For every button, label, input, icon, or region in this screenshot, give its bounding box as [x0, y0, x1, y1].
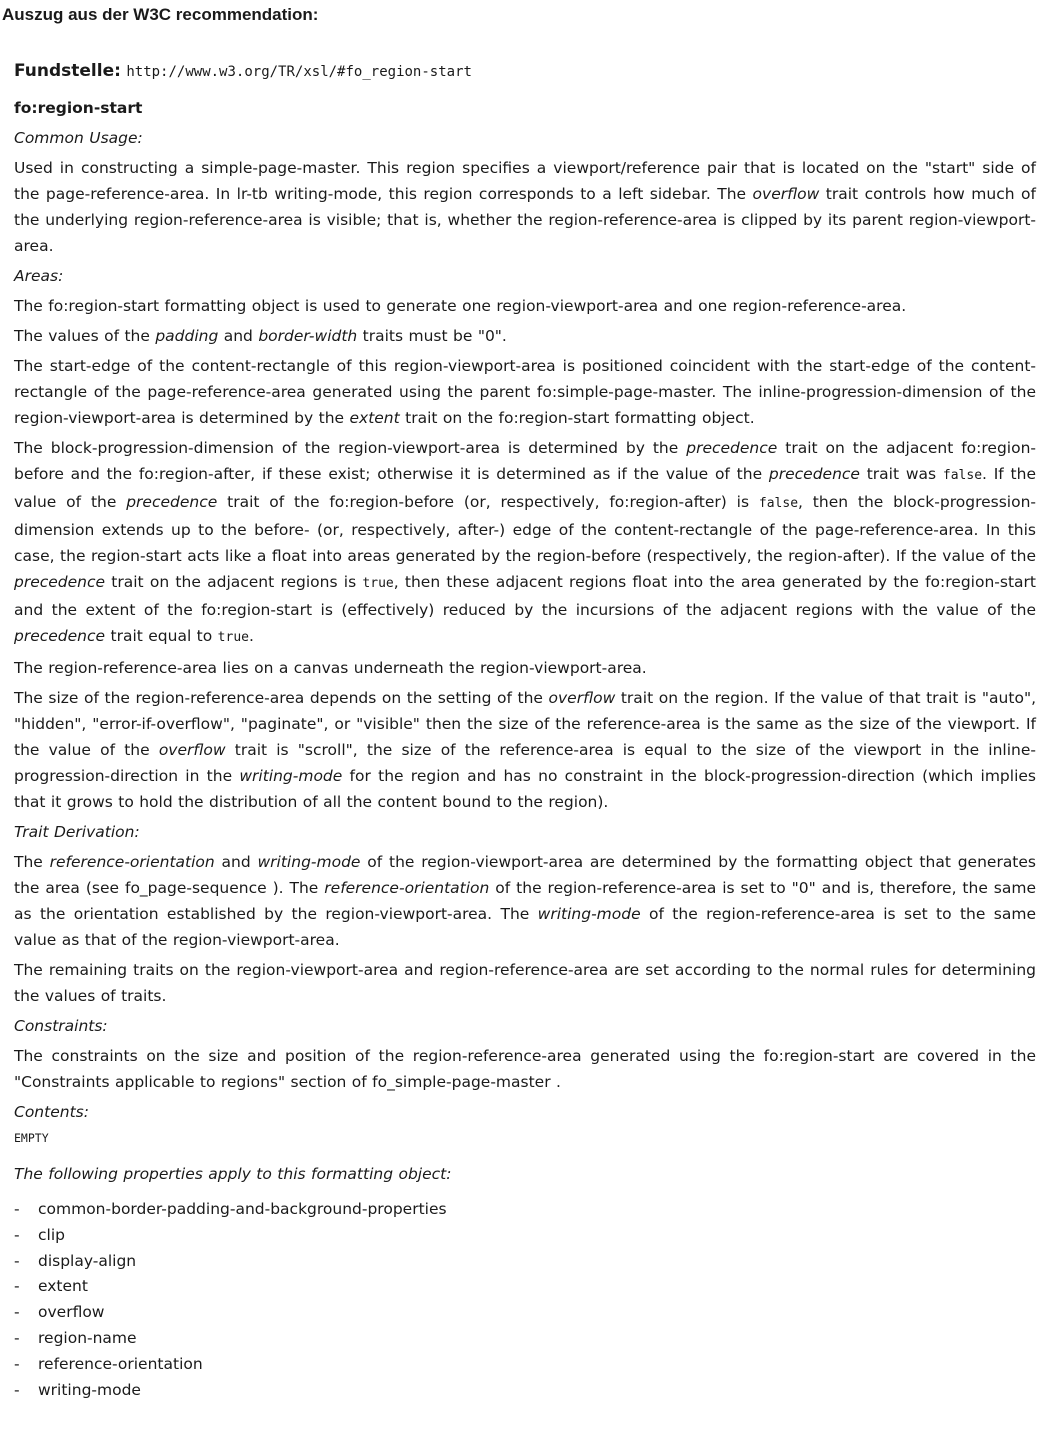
text-run: trait of the fo:region-before (or, respectively, fo:region-after) is [217, 493, 759, 511]
list-item: - writing-mode [14, 1378, 1036, 1404]
areas-paragraph-6 [14, 685, 1036, 815]
text-run: of the region-reference-area is set to "0" and is, therefore, the same as the orientation established by the region-viewport-area. The [14, 879, 1037, 923]
spec-excerpt [14, 58, 1036, 1403]
text-run: trait is "scroll", the size of the reference-area is equal to the size of the viewport in the inline-progression-direction in the [14, 741, 1036, 785]
source-url: http://www.w3.org/TR/xsl/#fo_region-start [126, 64, 472, 80]
areas-paragraph-4 [14, 435, 1036, 651]
trait-paragraph-1 [14, 849, 1036, 953]
term: precedence [14, 627, 106, 645]
text-run: and [218, 327, 259, 345]
source-label: Fundstelle: [14, 61, 121, 81]
contents-label: Contents: [14, 1103, 89, 1121]
areas-label: Areas: [14, 267, 64, 285]
common-usage-text [14, 155, 1036, 259]
source-reference [14, 58, 1036, 85]
term: writing-mode [239, 767, 343, 785]
excerpt-heading: Auszug aus der W3C recommendation: [2, 5, 319, 24]
term: overflow [752, 185, 820, 203]
object-title: fo:region-start [14, 99, 143, 117]
text-run: , then the block-progression-dimension extends up to the before- (or, respectively, after-) edge of the content-rectangle of the page-reference-area. In this case, the region-start acts like a float into areas generated by the region-before (respectively, the region-after). If the value of the [14, 493, 1036, 565]
text-run: The size of the region-reference-area depends on the setting of the [14, 689, 549, 707]
text-run: and [214, 853, 258, 871]
areas-paragraph-2 [14, 323, 1036, 349]
list-item: - overflow [14, 1300, 1036, 1326]
text-run: The start-edge of the content-rectangle of this region-viewport-area is positioned coincident with the start-edge of the content-rectangle of the page-reference-area generated using the parent fo:simple-page-master. The inline-progression-dimension of the region-viewport-area is determined by the [14, 357, 1036, 427]
text-run: for the region and has no constraint in the block-progression-direction (which implies that it grows to hold the distribution of all the content bound to the region). [14, 767, 1036, 811]
code-value: false [942, 468, 983, 483]
text-run: of the region-viewport-area are determined by the formatting object that generates the area (see fo_page-sequence ). The [14, 853, 1037, 897]
list-item: - clip [14, 1223, 1036, 1249]
text-run: . [248, 627, 254, 645]
text-run: traits must be "0". [357, 327, 507, 345]
properties-list [14, 1197, 1036, 1403]
term: writing-mode [257, 853, 361, 871]
term: precedence [686, 439, 778, 457]
text-run: trait on the adjacent fo:region-before and the fo:region-after, if these exist; otherwise it is determined as if the value of the [14, 439, 1036, 483]
code-value: true [217, 630, 249, 645]
text-run: trait equal to [105, 627, 218, 645]
areas-paragraph-1: The fo:region-start formatting object is used to generate one region-viewport-area and one region-reference-area. [14, 297, 907, 315]
trait-derivation-label: Trait Derivation: [14, 823, 140, 841]
text-run: of the region-reference-area is set to the same value as that of the region-viewport-area. [14, 905, 1036, 949]
text-run: , then these adjacent regions float into the area generated by the fo:region-start and the extent of the fo:region-start is (effectively) reduced by the incursions of the adjacent regions with the value of the [14, 573, 1036, 619]
text-run: trait on the region. If the value of that trait is "auto", "hidden", "error-if-overflow", "paginate", or "visible" then the size of the reference-area is the same as the size of the viewport. If the value of the [14, 689, 1036, 759]
term: precedence [126, 493, 218, 511]
text-run: trait on the fo:region-start formatting object. [399, 409, 755, 427]
term: border-width [258, 327, 358, 345]
list-item: - common-border-padding-and-background-properties [14, 1197, 1036, 1223]
constraints-paragraph: The constraints on the size and position of the region-reference-area generated using the fo:region-start are covered in the "Constraints applicable to regions" section of fo_simple-page-master . [14, 1047, 1036, 1091]
constraints-label: Constraints: [14, 1017, 108, 1035]
code-value: false [758, 496, 799, 511]
term: overflow [158, 741, 226, 759]
list-item: - reference-orientation [14, 1352, 1036, 1378]
list-item: - region-name [14, 1326, 1036, 1352]
properties-label: The following properties apply to this formatting object: [14, 1165, 452, 1183]
text-run: trait controls how much of the underlying region-reference-area is visible; that is, whether the region-reference-area is clipped by its parent region-viewport-area. [14, 185, 1036, 255]
areas-paragraph-5: The region-reference-area lies on a canvas underneath the region-viewport-area. [14, 659, 647, 677]
term: writing-mode [537, 905, 641, 923]
term: extent [349, 409, 400, 427]
text-run: The values of the [14, 327, 156, 345]
term: reference-orientation [49, 853, 215, 871]
term: precedence [14, 573, 106, 591]
common-usage-label: Common Usage: [14, 129, 143, 147]
code-value: true [362, 576, 394, 591]
text-run: Used in constructing a simple-page-master. This region specifies a viewport/reference pair that is located on the "start" side of the page-reference-area. In lr-tb writing-mode, this region corresponds to a left sidebar. The [14, 159, 1036, 203]
areas-paragraph-3 [14, 353, 1036, 431]
term: precedence [768, 465, 860, 483]
term: padding [155, 327, 219, 345]
list-item: - extent [14, 1274, 1036, 1300]
text-run: The [14, 853, 50, 871]
text-run: trait was [859, 465, 943, 483]
term: overflow [548, 689, 616, 707]
text-run: trait on the adjacent regions is [105, 573, 363, 591]
text-run: . If the value of the [14, 465, 1036, 511]
list-item: - display-align [14, 1249, 1036, 1275]
text-run: The block-progression-dimension of the region-viewport-area is determined by the [14, 439, 687, 457]
contents-value: EMPTY [14, 1131, 49, 1145]
trait-paragraph-2: The remaining traits on the region-viewport-area and region-reference-area are set according to the normal rules for determining the values of traits. [14, 961, 1036, 1005]
term: reference-orientation [324, 879, 490, 897]
